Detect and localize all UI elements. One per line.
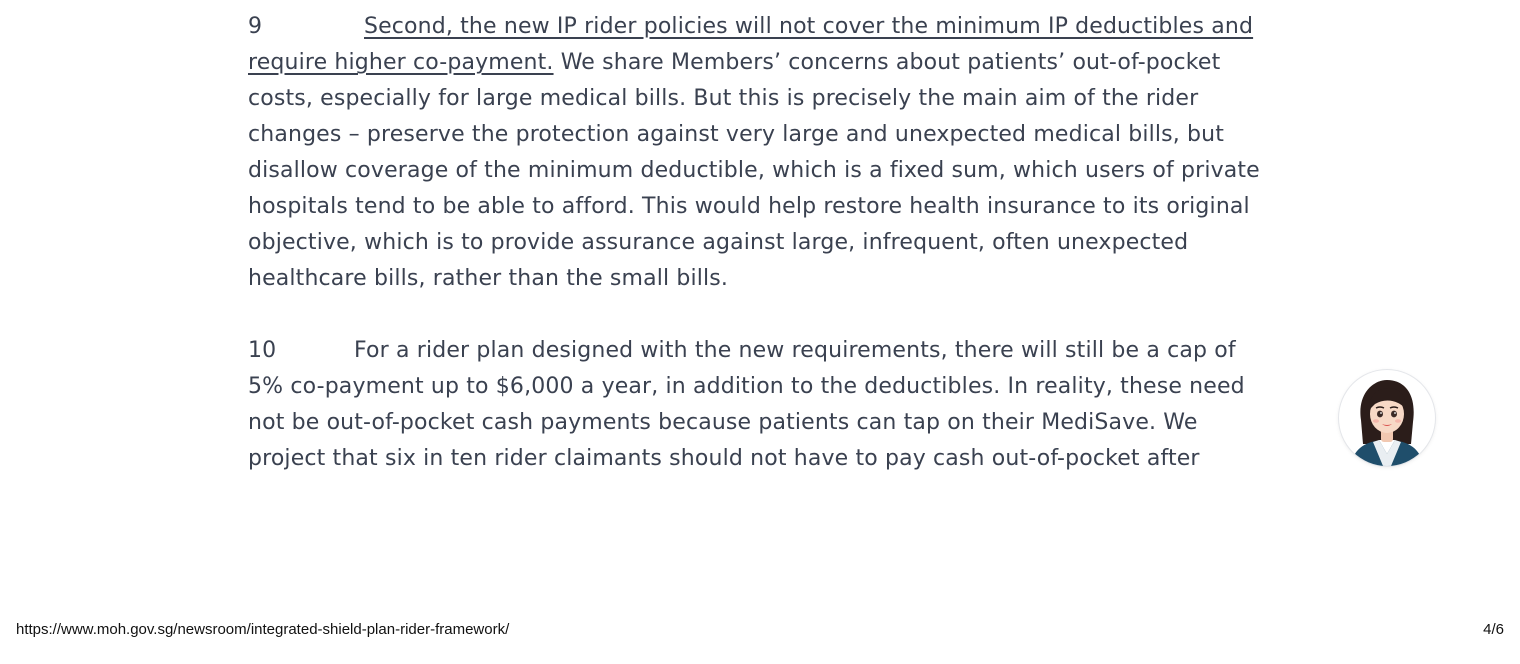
paragraph-number: 9 [248,14,263,39]
virtual-assistant-button[interactable] [1339,370,1435,466]
paragraph-10 [248,333,1278,477]
assistant-avatar-icon [1339,370,1435,466]
paragraph-text: We share Members’ concerns about patients’ out-of-pocket costs, especially for large medical bills. But this is precisely the main aim of the rider changes – preserve the protection against very large and unexpected medical bills, but disallow coverage of the minimum deductible, which is a fixed sum, which users of private hospitals tend to be able to afford. This would help restore health insurance to its original objective, which is to provide assurance against large, infrequent, often unexpected healthcare bills, rather than the small bills. [248,50,1260,291]
paragraph-heading-underlined: Second, the new IP rider policies will not cover the minimum IP deductibles and require higher co-payment. [248,14,1254,75]
footer-url: https://www.moh.gov.sg/newsroom/integrated-shield-plan-rider-framework/ [16,621,510,638]
article-body [248,9,1278,477]
page-number: 4/6 [1483,621,1504,638]
paragraph-number: 10 [248,338,277,363]
paragraph-text: For a rider plan designed with the new requirements, there will still be a cap of 5% co-payment up to $6,000 a year, in addition to the deductibles. In reality, these need not be out-of-pocket cash payments because patients can tap on their MediSave. We project that six in ten rider claimants should not have to pay cash out-of-pocket after [248,338,1245,471]
paragraph-9 [248,9,1278,297]
print-footer [16,621,1504,641]
